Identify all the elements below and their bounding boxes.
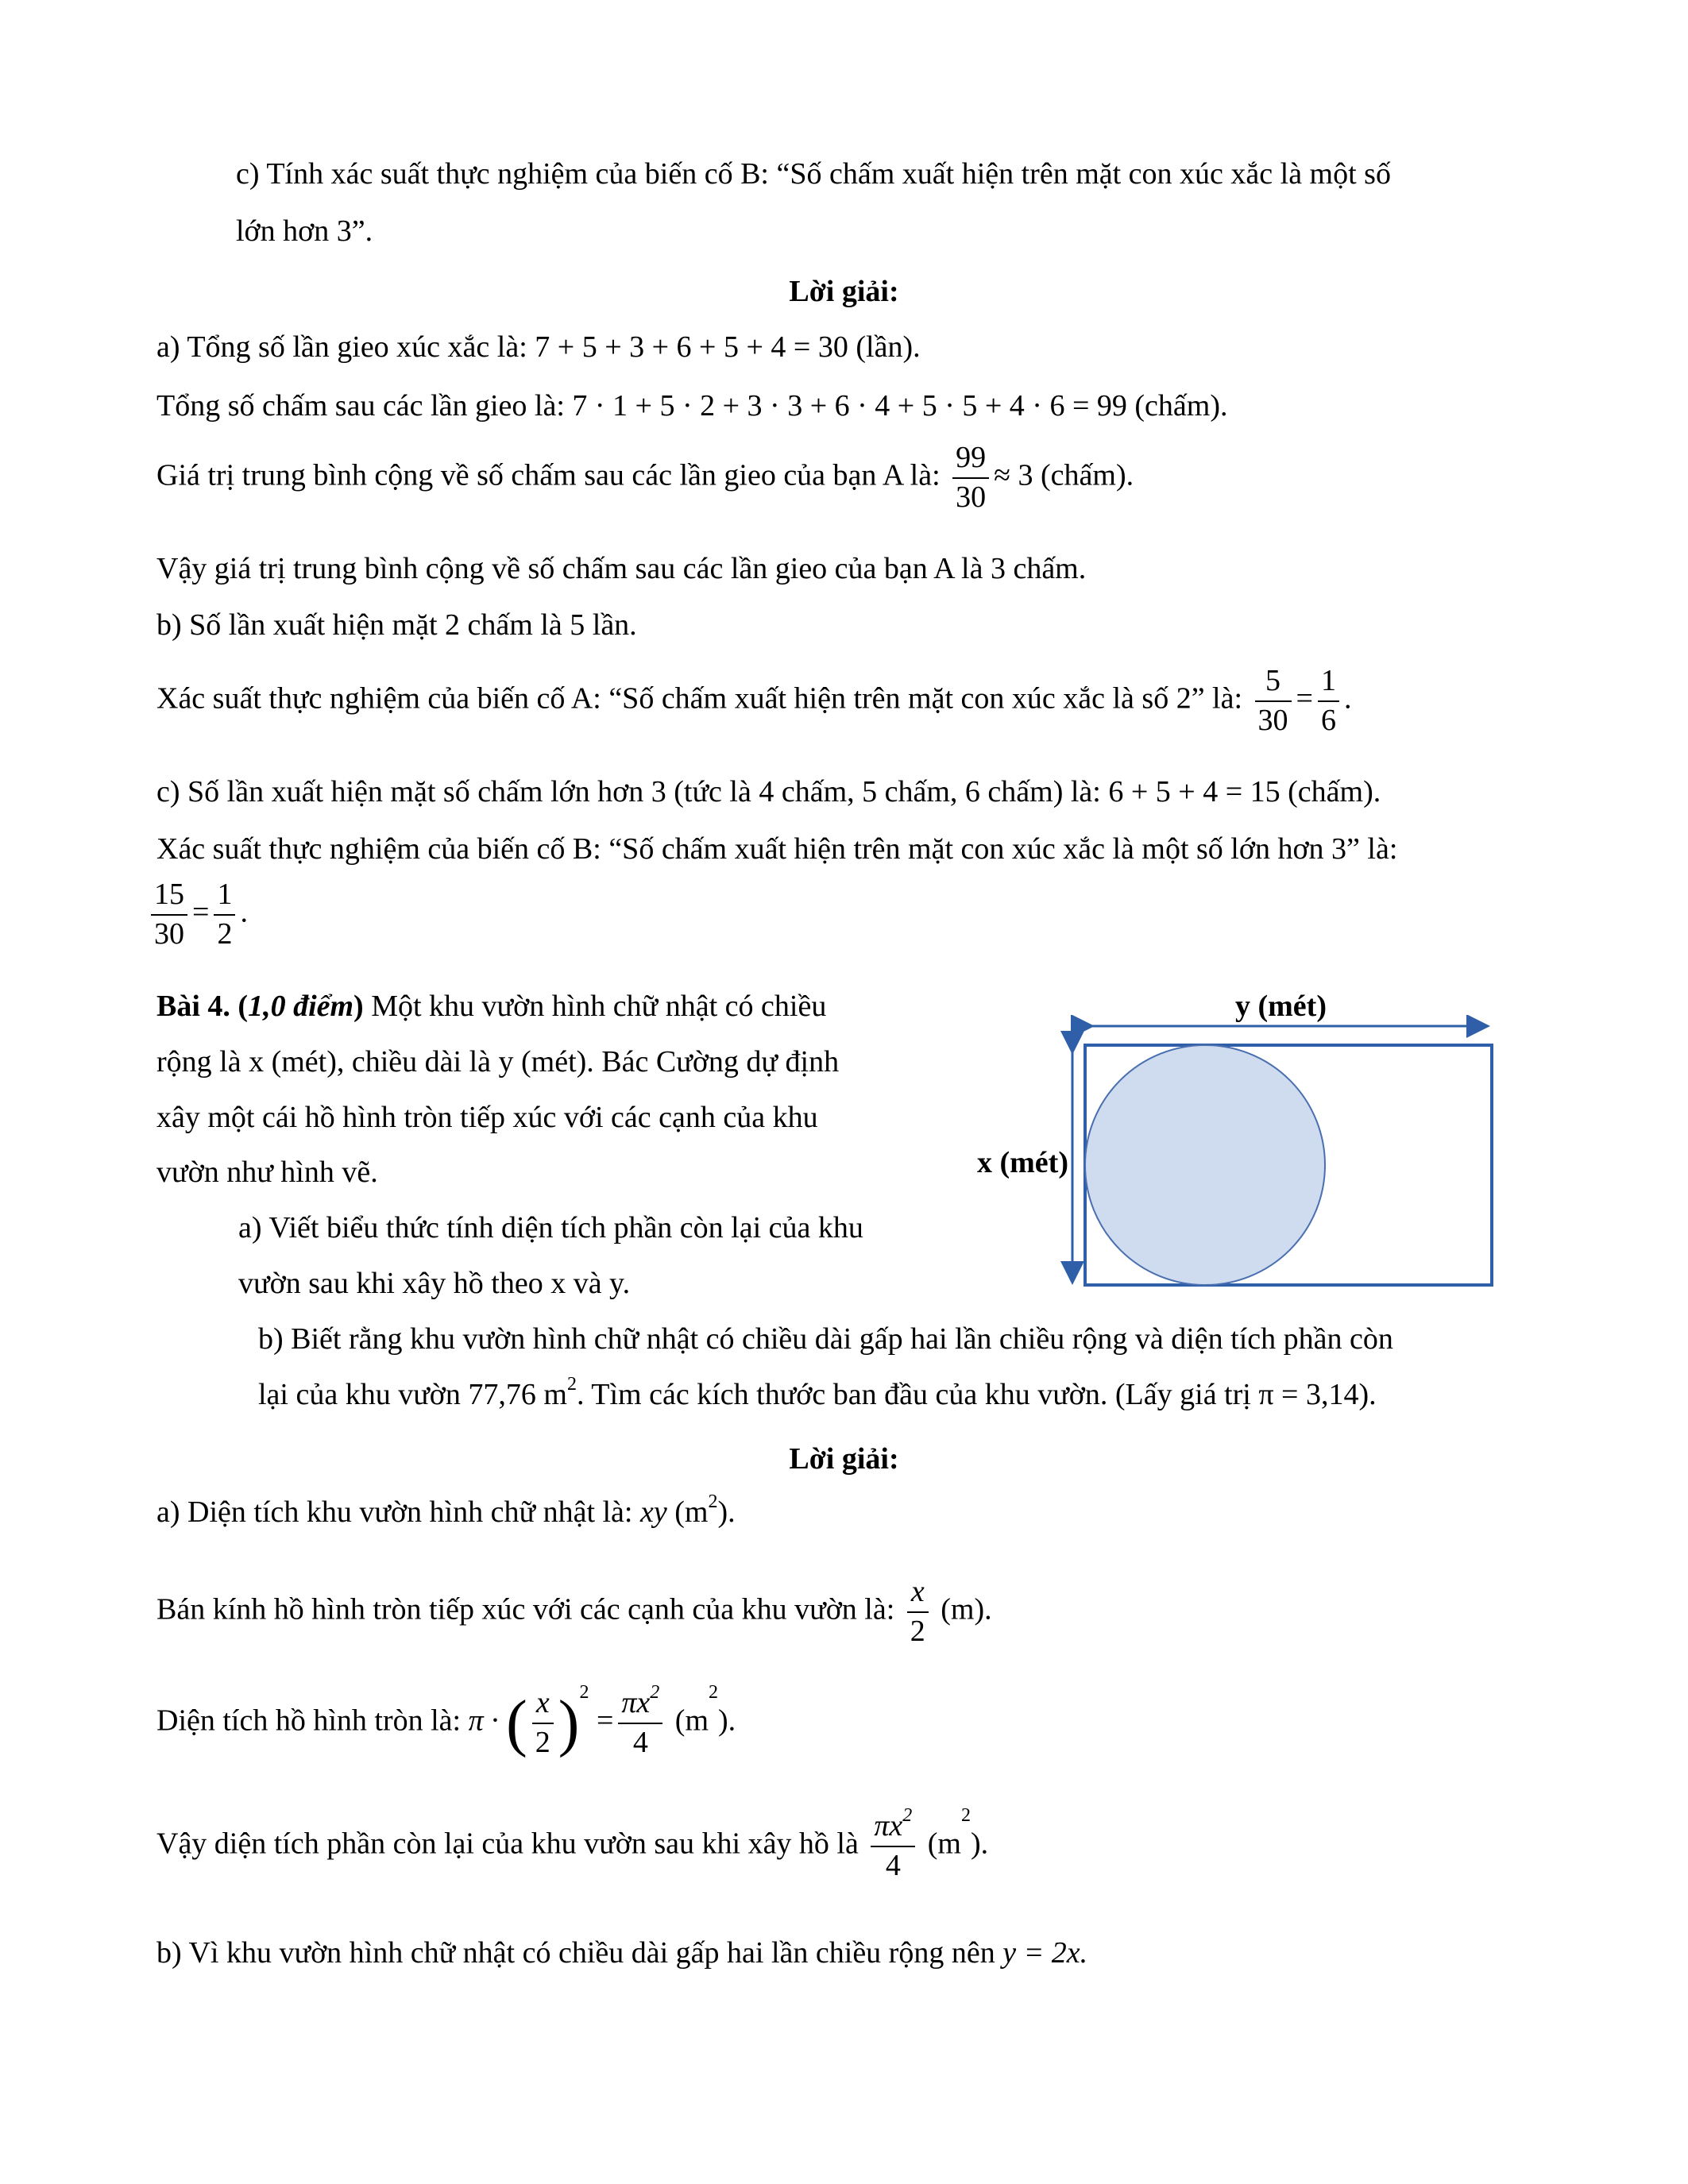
sol4-a-line1: a) Diện tích khu vườn hình chữ nhật là: xy $(m^2)$.: [156, 1491, 736, 1529]
figure-label-x: x (mét): [977, 1146, 1068, 1179]
bai4-line1-rest: Một khu vườn hình chữ nhật có chiều: [363, 990, 827, 1023]
fraction-numerator: 1: [217, 878, 233, 911]
bai4-b-line1: b) Biết rằng khu vườn hình chữ nhật có chiều dài gấp hai lần chiều rộng và diện tích phần còn: [258, 1322, 1393, 1356]
sol-c-line2: Xác suất thực nghiệm của biến cố B: “Số chấm xuất hiện trên mặt con xúc xắc là một số lớn hơn 3” là:: [156, 832, 1398, 866]
bai4-b-line2-a: lại của khu vườn: [258, 1378, 469, 1411]
fraction-numerator: 1: [1320, 664, 1336, 697]
fraction-denominator: 6: [1318, 700, 1339, 737]
bai4-line2: rộng là x (mét), chiều dài là y (mét). Bác Cường dự định: [156, 1045, 840, 1078]
sol4-unit-m2: m: [685, 1704, 709, 1738]
fraction-denominator: 4: [618, 1723, 662, 1759]
fraction-denominator: 2: [214, 914, 235, 951]
sol4-a-line3-text: Diện tích hồ hình tròn là:: [156, 1704, 469, 1738]
sol-c-line1-math: 6 + 5 + 4 = 15: [1108, 775, 1280, 808]
sol-b-fraction-2: [1318, 666, 1339, 737]
fraction-numerator: 99: [956, 441, 987, 474]
bai4-line1: Bài 4. (1,0 điểm) Một khu vườn hình chữ nhật có chiều: [156, 990, 827, 1023]
sol4-unit-m2: m: [937, 1827, 961, 1861]
bai4-b-line2-c: ).: [1358, 1378, 1377, 1411]
sol4-a-line4: Vậy diện tích phần còn lại của khu vườn sau khi xây hồ là $\frac{\pi x^2}{4}$ $(m^2)$.: [156, 1805, 989, 1882]
sol4-a-line1-text: a) Diện tích khu vườn hình chữ nhật là:: [156, 1495, 640, 1529]
bai4-a-line1: a) Viết biểu thức tính diện tích phần còn lại của khu: [238, 1211, 863, 1244]
fraction-numerator: $\pi x^2$: [621, 1682, 660, 1719]
sol-c-line3: $\frac{15}{30}$ = $\frac{1}{2}$ .: [151, 879, 248, 951]
sol4-a-line1-math: xy: [639, 1495, 667, 1529]
sol-a-line2: [156, 391, 1228, 421]
sol-a-line3-fraction: [952, 442, 989, 514]
bai4-b-line2: lại của khu vườn 77,76 $m^2$. Tìm các kích thước ban đầu của khu vườn. (Lấy giá trị π = 3,14).: [258, 1374, 1377, 1411]
sol-b-fraction-1: [1255, 666, 1292, 737]
fraction-denominator: 2: [532, 1723, 554, 1759]
sol4-x-over-2: [532, 1688, 554, 1759]
bai4-b-line2-b: . Tìm các kích thước ban đầu của khu vườn. (Lấy giá trị: [576, 1378, 1259, 1411]
garden-figure: [1056, 1015, 1509, 1293]
sol-a-line1-math: 7 + 5 + 3 + 6 + 5 + 4 = 30: [535, 330, 848, 364]
sol-a-line2-math: 7 · 1 + 5 · 2 + 3 · 3 + 6 · 4 + 5 · 5 + 4 · 6 = 99: [572, 389, 1127, 423]
sol4-a-line4-text: Vậy diện tích phần còn lại của khu vườn sau khi xây hồ là: [156, 1827, 867, 1861]
sol-c-line1: [156, 777, 1381, 807]
fraction-denominator: 4: [871, 1846, 915, 1882]
sol4-b-line1-math: y = 2x.: [1002, 1936, 1088, 1970]
fraction-numerator: 5: [1265, 664, 1281, 697]
sol-a-line2-unit: (chấm).: [1126, 389, 1228, 423]
sol-a-line1-text: a) Tổng số lần gieo xúc xắc là:: [156, 330, 535, 364]
sol4-b-line1: [156, 1938, 1087, 1968]
bai4-b-line2-pi: π = 3,14: [1258, 1378, 1359, 1411]
solution-heading: Lời giải:: [789, 275, 899, 308]
sol-c-fraction-1: [151, 879, 187, 951]
fraction-denominator: 30: [151, 914, 187, 951]
sol-a-line1-unit: (lần).: [848, 330, 921, 364]
sol-b-line1: b) Số lần xuất hiện mặt 2 chấm là 5 lần.: [156, 608, 637, 642]
sol4-radius-fraction: [907, 1576, 929, 1648]
sol4-unit-m2: m: [684, 1495, 709, 1529]
sol-a-line3: [156, 442, 1134, 514]
fraction-numerator: 15: [154, 878, 184, 911]
bai4-a-line2: vườn sau khi xây hồ theo x và y.: [238, 1267, 631, 1300]
sol4-a-line2: [156, 1576, 992, 1648]
fraction-denominator: 30: [952, 477, 989, 514]
sol4-pix2-over-4: [618, 1682, 662, 1759]
sol4-a-line2-text: Bán kính hồ hình tròn tiếp xúc với các cạnh của khu vườn là:: [156, 1592, 902, 1626]
sol-b-line2: Xác suất thực nghiệm của biến cố A: “Số chấm xuất hiện trên mặt con xúc xắc là số 2” là: $\frac{5}{30}$ = $\frac{1}{6}$ .: [156, 664, 1352, 737]
sol-c-line1-unit: (chấm).: [1280, 775, 1381, 808]
bai4-label: Bài 4.: [156, 990, 230, 1023]
part-c-question-line1: c) Tính xác suất thực nghiệm của biến cố B: “Số chấm xuất hiện trên mặt con xúc xắc là một số: [236, 157, 1391, 191]
fraction-denominator: 2: [907, 1611, 929, 1648]
sol-a-line3-text: Giá trị trung bình cộng về số chấm sau các lần gieo của bạn A là:: [156, 458, 948, 492]
sol-a-line4: Vậy giá trị trung bình cộng về số chấm sau các lần gieo của bạn A là 3 chấm.: [156, 552, 1087, 585]
bai4-line4: vườn như hình vẽ.: [156, 1156, 378, 1189]
sol4-a-line2-unit: (m).: [933, 1592, 992, 1626]
sol-a-line3-approx: ≈ 3: [994, 458, 1033, 492]
part-c-question-line2: lớn hơn 3”.: [236, 214, 373, 248]
bai4-points: 1,0 điểm: [248, 990, 354, 1023]
figure-label-y: y (mét): [1235, 990, 1327, 1023]
bai4-line3: xây một cái hồ hình tròn tiếp xúc với các cạnh của khu: [156, 1101, 818, 1134]
fraction-numerator: x: [910, 1575, 925, 1608]
sol-a-line1: [156, 332, 921, 362]
fraction-denominator: 30: [1255, 700, 1292, 737]
sol-b-line2-text: Xác suất thực nghiệm của biến cố A: “Số chấm xuất hiện trên mặt con xúc xắc là số 2” là:: [156, 681, 1250, 716]
sol4-a-line3: Diện tích hồ hình tròn là: π · ( $\frac{x}{2}$ )$^2$ = $\frac{\pi x^2}{4}$ $(m^2)$.: [156, 1682, 736, 1759]
sol-c-line1-text: c) Số lần xuất hiện mặt số chấm lớn hơn 3 (tức là 4 chấm, 5 chấm, 6 chấm) là:: [156, 775, 1109, 808]
sol-c-fraction-2: [214, 879, 235, 951]
sol-a-line2-text: Tổng số chấm sau các lần gieo là:: [156, 389, 573, 423]
fraction-numerator: x: [535, 1686, 550, 1719]
bai4-b-line2-math: 77,76 m: [468, 1378, 567, 1411]
solution2-heading: Lời giải:: [789, 1442, 899, 1476]
pond-circle: [1085, 1045, 1325, 1285]
fraction-numerator: $\pi x^2$: [874, 1805, 913, 1843]
sol4-pi: π ·: [468, 1704, 499, 1738]
sol4-b-line1-text: b) Vì khu vườn hình chữ nhật có chiều dài gấp hai lần chiều rộng nên: [156, 1936, 1003, 1970]
sol4-remaining-fraction: [871, 1805, 915, 1882]
sol-a-line3-unit: (chấm).: [1033, 458, 1134, 492]
